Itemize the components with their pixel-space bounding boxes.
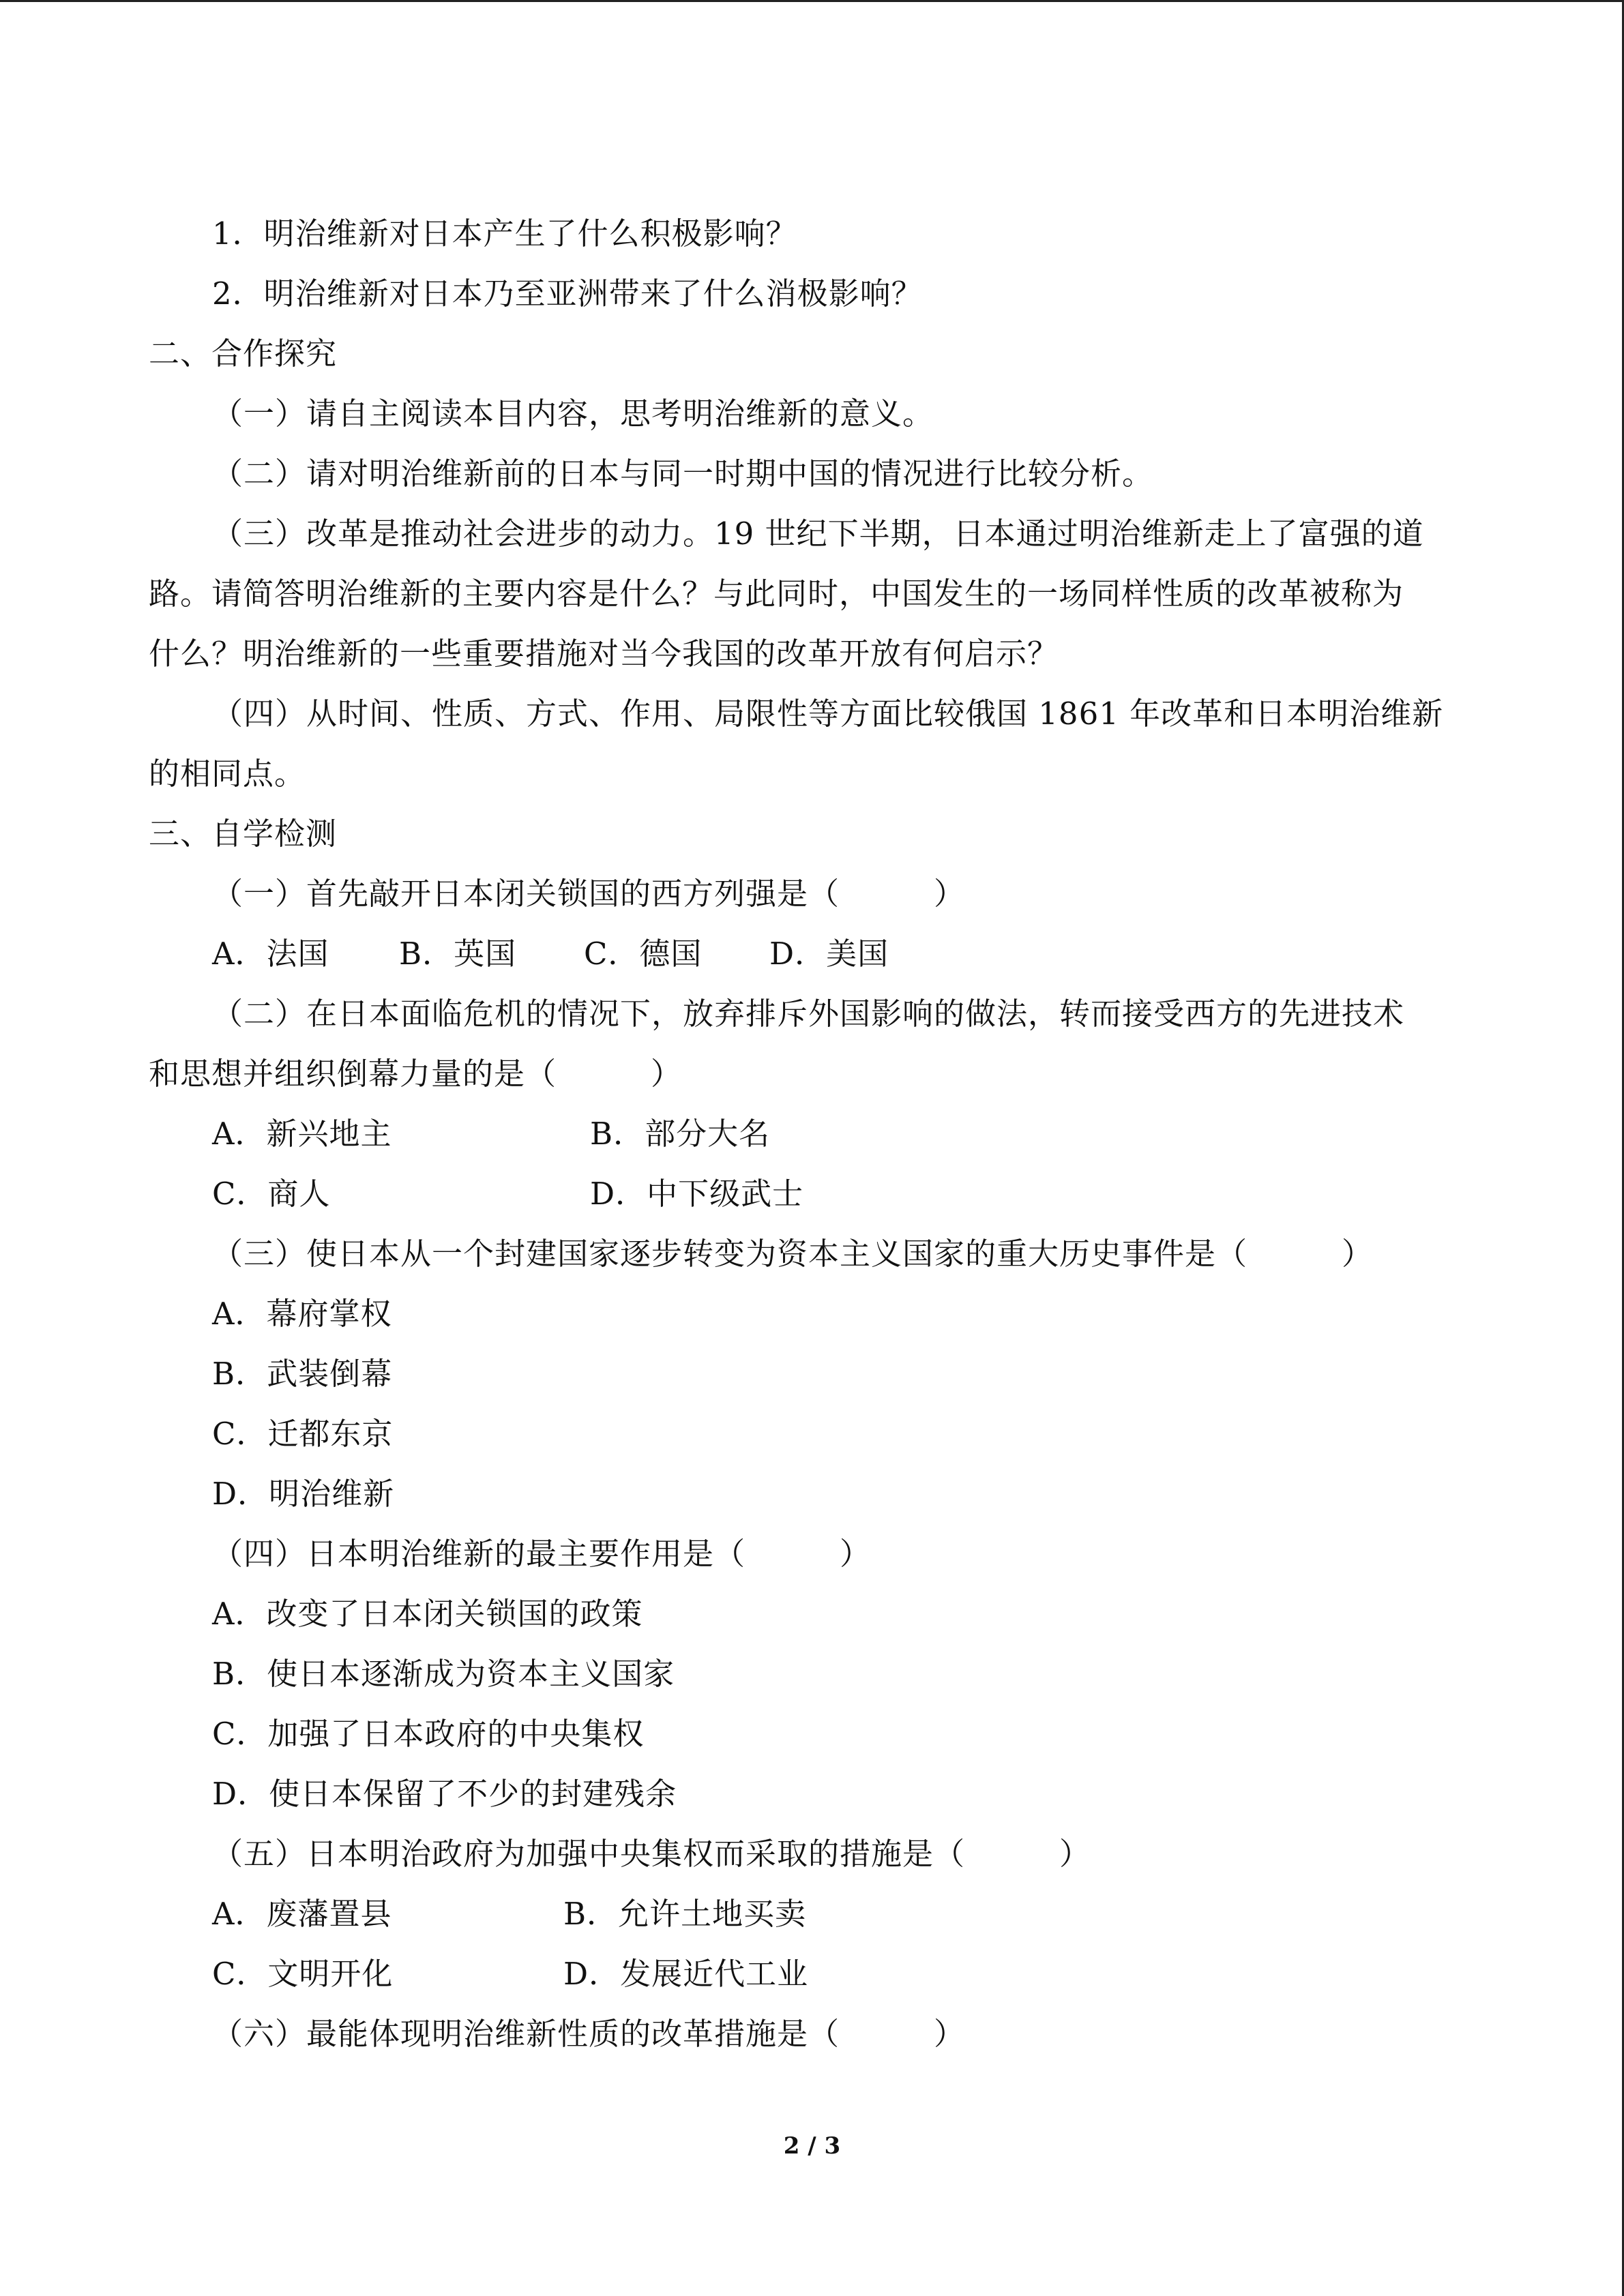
coop-item-4-line-2: 的相同点。 [149,756,306,792]
coop-item-3-line-1: （三）改革是推动社会进步的动力。19 世纪下半期，日本通过明治维新走上了富强的道 [212,516,1424,552]
mcq-1-option-a: A．法国 [212,936,329,972]
mcq-3-option-b: B．武装倒幕 [212,1356,393,1392]
mcq-4-option-c: C．加强了日本政府的中央集权 [212,1716,645,1752]
mcq-4-option-b: B．使日本逐渐成为资本主义国家 [212,1656,675,1692]
mcq-2-stem-line-2: 和思想并组织倒幕力量的是（ ） [149,1056,683,1092]
mcq-1-option-b: B．英国 [399,936,517,972]
mcq-5-option-b: B．允许土地买卖 [563,1896,807,1932]
mcq-5-option-c: C．文明开化 [212,1956,394,1992]
mcq-5-option-a: A．废藩置县 [212,1896,392,1932]
mcq-1-option-d: D．美国 [769,936,889,972]
coop-item-3-line-2: 路。请简答明治维新的主要内容是什么？与此同时，中国发生的一场同样性质的改革被称为 [149,576,1404,612]
coop-item-1: （一）请自主阅读本目内容，思考明治维新的意义。 [212,396,934,432]
mcq-4-option-d: D．使日本保留了不少的封建残余 [212,1776,677,1812]
coop-item-3-line-3: 什么？明治维新的一些重要措施对当今我国的改革开放有何启示？ [149,636,1059,672]
section-heading-self-test: 三、自学检测 [149,816,338,852]
question-2: 2．明治维新对日本乃至亚洲带来了什么消极影响？ [212,275,923,312]
mcq-2-option-a: A．新兴地主 [212,1116,392,1152]
page-border-top [0,0,1624,2]
mcq-3-option-c: C．迁都东京 [212,1416,394,1452]
mcq-3-option-d: D．明治维新 [212,1476,395,1512]
mcq-2-stem-line-1: （二）在日本面临危机的情况下，放弃排斥外国影响的做法，转而接受西方的先进技术 [212,996,1405,1032]
mcq-5-stem: （五）日本明治政府为加强中央集权而采取的措施是（ ） [212,1836,1091,1872]
mcq-1-option-c: C．德国 [584,936,703,972]
coop-item-4-line-1: （四）从时间、性质、方式、作用、局限性等方面比较俄国 1861 年改革和日本明治维新 [212,696,1444,732]
question-1: 1．明治维新对日本产生了什么积极影响？ [212,215,797,252]
mcq-2-option-c: C．商人 [212,1176,331,1212]
mcq-3-option-a: A．幕府掌权 [212,1296,392,1332]
mcq-4-stem: （四）日本明治维新的最主要作用是（ ） [212,1536,872,1572]
mcq-2-option-d: D．中下级武士 [590,1176,804,1212]
coop-item-2: （二）请对明治维新前的日本与同一时期中国的情况进行比较分析。 [212,456,1154,492]
mcq-4-option-a: A．改变了日本闭关锁国的政策 [212,1596,643,1632]
section-heading-cooperation: 二、合作探究 [149,336,338,372]
mcq-2-option-b: B．部分大名 [590,1116,771,1152]
mcq-6-stem: （六）最能体现明治维新性质的改革措施是（ ） [212,2016,966,2052]
page-number: 2 / 3 [783,2132,841,2160]
mcq-3-stem: （三）使日本从一个封建国家逐步转变为资本主义国家的重大历史事件是（ ） [212,1236,1374,1272]
mcq-1-stem: （一）首先敲开日本闭关锁国的西方列强是（ ） [212,876,966,912]
mcq-5-option-d: D．发展近代工业 [563,1956,809,1992]
